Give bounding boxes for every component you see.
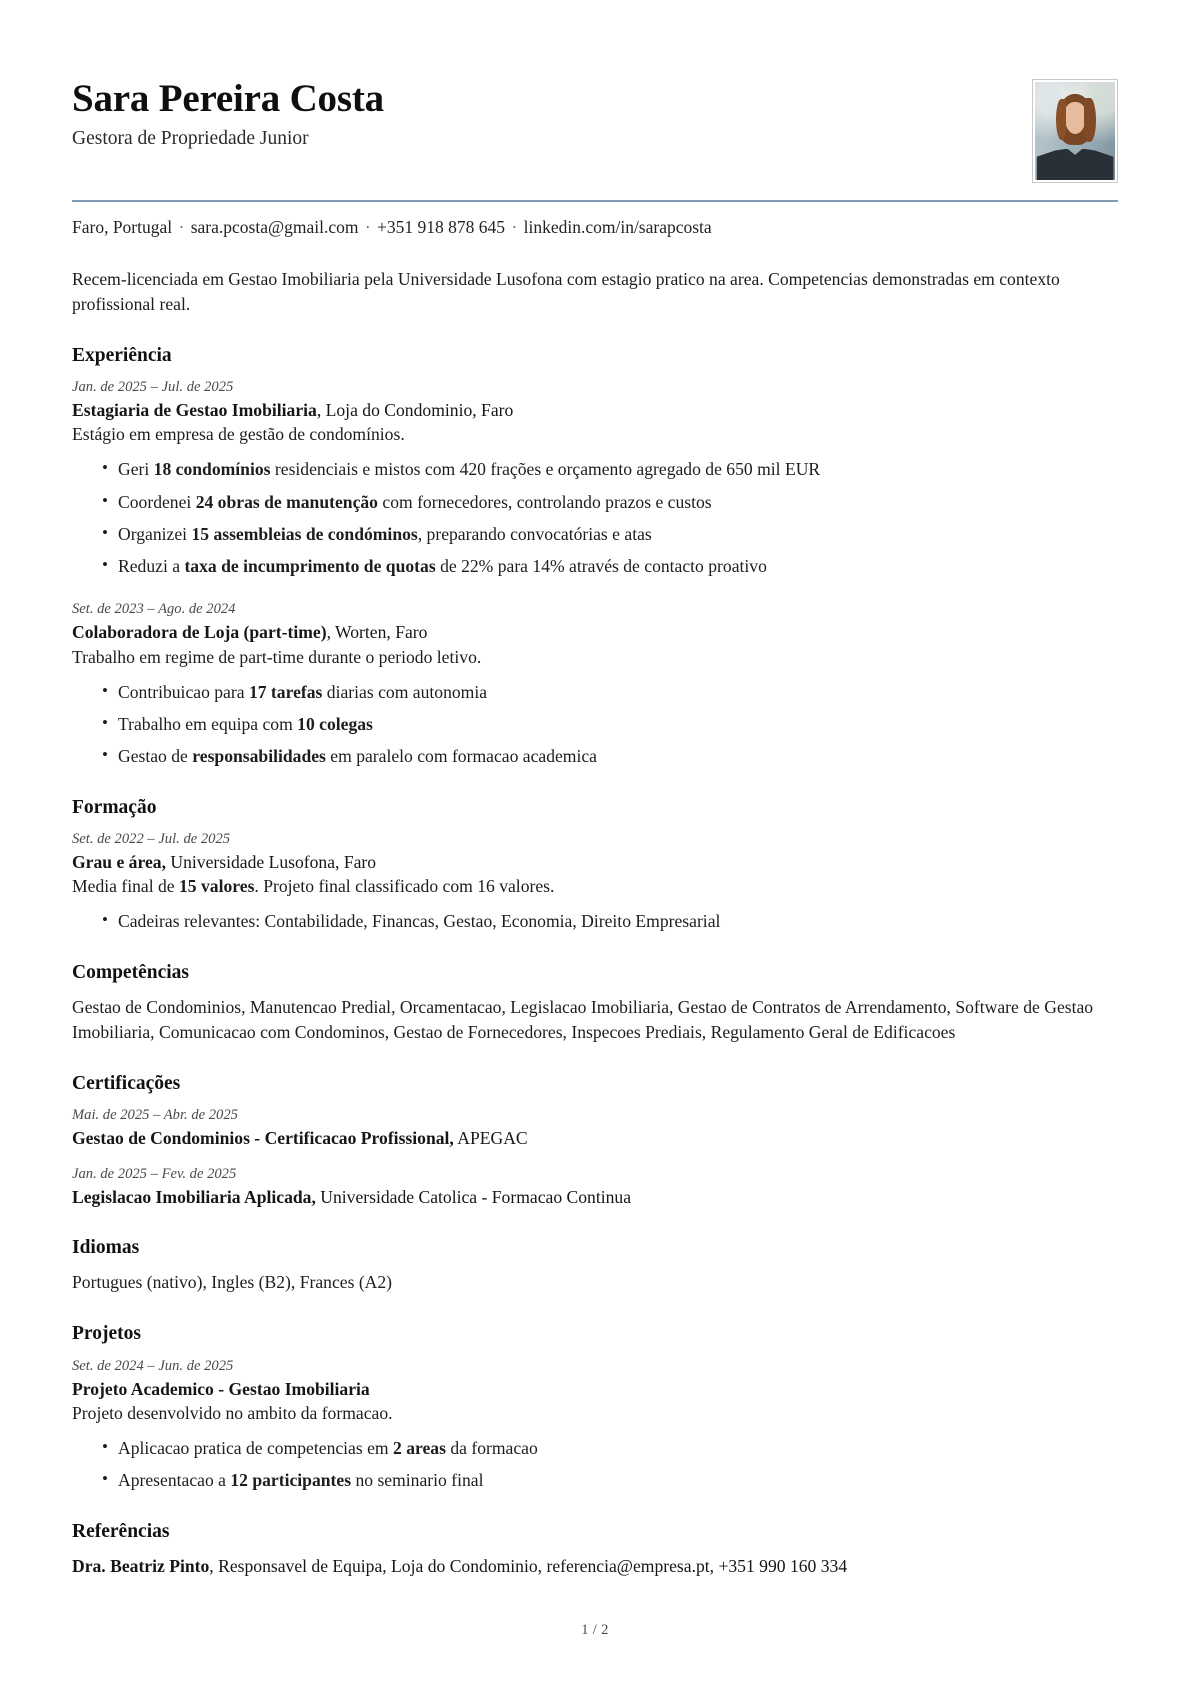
list-item: [102, 457, 1118, 481]
page-indicator: 1 / 2: [581, 1622, 609, 1638]
entry-role: Colaboradora de Loja (part-time): [72, 622, 327, 643]
bullet-post: em paralelo com formacao academica: [325, 746, 597, 767]
photo-hair-left: [1056, 99, 1066, 140]
job-headline: Gestora de Propriedade Junior: [72, 127, 309, 149]
header-divider: [72, 200, 1118, 202]
bullet-post: no seminario final: [351, 1470, 484, 1491]
experience-entry: [72, 600, 1118, 768]
entry-date: Mai. de 2025 – Abr. de 2025: [72, 1107, 238, 1124]
section-skills: [72, 962, 1118, 1045]
entry-description: Estágio em empresa de gestão de condomínios.: [72, 424, 405, 445]
list-item: [102, 1436, 1118, 1460]
desc-post: . Projeto final classificado com 16 valores.: [254, 876, 555, 897]
page-title: Sara Pereira Costa: [72, 77, 384, 120]
contact-email[interactable]: sara.pcosta@gmail.com: [190, 217, 359, 237]
contact-separator-2: ·: [364, 217, 371, 237]
reference-name: Dra. Beatriz Pinto: [72, 1556, 210, 1577]
entry-date: Jan. de 2025 – Fev. de 2025: [72, 1165, 237, 1182]
bullet-bold: 24 obras de manutenção: [195, 491, 378, 512]
experience-entry: [72, 378, 1118, 578]
certification-entry: [72, 1106, 1118, 1150]
bullet-bold: 2 areas: [393, 1438, 446, 1459]
entry-bullets: [72, 457, 1118, 578]
entry-description: Trabalho em regime de part-time durante o periodo letivo.: [72, 646, 482, 667]
bullet-post: residenciais e mistos com 420 frações e orçamento agregado de 650 mil EUR: [270, 459, 821, 480]
list-item: [102, 490, 1118, 514]
bullet-bold: 10 colegas: [297, 714, 373, 734]
desc-pre: Media final de: [72, 876, 179, 897]
entry-meta: Universidade Catolica - Formacao Continua: [315, 1186, 632, 1207]
section-title-languages: Idiomas: [72, 1237, 140, 1258]
bullet-pre: Cadeiras relevantes: Contabilidade, Financas, Gestao, Economia, Direito Empresarial: [118, 911, 721, 932]
summary-paragraph: Recem-licenciada em Gestao Imobiliaria pela Universidade Lusofona com estagio pratico na area. Competencias demonstradas em contexto profissional real.: [72, 268, 1060, 314]
portrait-photo: [1035, 82, 1115, 180]
contact-separator-1: ·: [178, 217, 185, 237]
header-text-block: [72, 77, 1032, 151]
section-certifications: [72, 1073, 1118, 1209]
certification-entry: [72, 1165, 1118, 1209]
section-projects: [72, 1323, 1118, 1492]
section-education: [72, 797, 1118, 934]
entry-meta: APEGAC: [453, 1128, 528, 1149]
avatar: [1032, 79, 1118, 183]
bullet-bold: 12 participantes: [230, 1470, 352, 1491]
entry-meta: , Worten, Faro: [326, 622, 428, 643]
bullet-post: da formacao: [445, 1438, 538, 1459]
bullet-pre: Aplicacao pratica de competencias em: [118, 1438, 394, 1459]
bullet-post: diarias com autonomia: [322, 681, 488, 702]
bullet-bold: responsabilidades: [192, 746, 326, 767]
entry-role: Estagiaria de Gestao Imobiliaria: [72, 400, 317, 421]
reference-details: , Responsavel de Equipa, Loja do Condominio, referencia@empresa.pt, +351 990 160 334: [209, 1556, 848, 1577]
skills-text: Gestao de Condominios, Manutencao Predial, Orcamentacao, Legislacao Imobiliaria, Gestao de Contratos de Arrendamento, Software de Gestao Imobiliaria, Comunicacao com Condominos, Gestao de Fornecedores, Inspecoes Prediais, Regulamento Geral de Edificacoes: [72, 996, 1094, 1042]
entry-role: Projeto Academico - Gestao Imobiliaria: [72, 1378, 370, 1399]
entry-heading: [72, 1186, 1118, 1209]
entry-date: Set. de 2022 – Jul. de 2025: [72, 830, 231, 847]
section-references: [72, 1521, 1118, 1579]
entry-heading: [72, 1378, 1118, 1401]
contact-phone[interactable]: +351 918 878 645: [377, 217, 506, 237]
section-title-certifications: Certificações: [72, 1072, 181, 1094]
desc-bold: 15 valores: [179, 876, 255, 897]
resume-header: [72, 77, 1118, 183]
entry-description: [72, 875, 1118, 899]
bullet-bold: taxa de incumprimento de quotas: [184, 556, 436, 577]
reference-entry: [72, 1554, 1118, 1579]
section-languages: [72, 1237, 1118, 1295]
list-item: [102, 744, 1118, 768]
contact-separator-3: ·: [511, 217, 518, 237]
entry-date: Set. de 2024 – Jun. de 2025: [72, 1357, 234, 1374]
section-experience: [72, 345, 1118, 769]
bullet-pre: Reduzi a: [118, 556, 185, 577]
entry-meta: , Loja do Condominio, Faro: [316, 400, 514, 421]
contact-line: [72, 216, 1118, 239]
entry-heading: [72, 1127, 1118, 1150]
bullet-pre: Gestao de: [118, 746, 193, 767]
bullet-bold: 15 assembleias de condóminos: [191, 523, 418, 544]
entry-meta: Universidade Lusofona, Faro: [165, 851, 377, 872]
entry-heading: [72, 621, 1118, 644]
bullet-pre: Coordenei: [118, 491, 196, 512]
bullet-bold: 17 tarefas: [248, 681, 323, 702]
education-entry: [72, 830, 1118, 934]
project-entry: [72, 1357, 1118, 1493]
bullet-pre: Trabalho em equipa com: [118, 714, 298, 734]
bullet-pre: Apresentacao a: [118, 1470, 231, 1491]
entry-bullets: [72, 909, 1118, 933]
bullet-post: de 22% para 14% através de contacto proativo: [435, 556, 767, 577]
bullet-pre: Organizei: [118, 523, 192, 544]
entry-role: Legislacao Imobiliaria Aplicada,: [72, 1186, 316, 1207]
entry-role: Gestao de Condominios - Certificacao Profissional,: [72, 1128, 454, 1149]
entry-bullets: [72, 1436, 1118, 1493]
section-title-skills: Competências: [72, 961, 189, 983]
contact-location: Faro, Portugal: [72, 217, 173, 237]
entry-heading: [72, 851, 1118, 874]
list-item: [102, 522, 1118, 546]
list-item: [102, 554, 1118, 578]
list-item: [102, 712, 1118, 736]
entry-heading: [72, 399, 1118, 422]
bullet-pre: Geri: [118, 459, 154, 480]
entry-role: Grau e área,: [72, 851, 166, 872]
bullet-post: com fornecedores, controlando prazos e custos: [377, 491, 712, 512]
entry-description: Projeto desenvolvido no ambito da formacao.: [72, 1403, 393, 1424]
section-title-education: Formação: [72, 796, 157, 818]
entry-bullets: [72, 680, 1118, 769]
section-title-projects: Projetos: [72, 1323, 141, 1345]
entry-date: Jan. de 2025 – Jul. de 2025: [72, 379, 234, 396]
list-item: [102, 1468, 1118, 1492]
list-item: [102, 680, 1118, 704]
list-item: [102, 909, 1118, 933]
bullet-pre: Contribuicao para: [118, 681, 249, 702]
section-title-references: Referências: [72, 1520, 170, 1542]
contact-linkedin[interactable]: linkedin.com/in/sarapcosta: [523, 217, 712, 237]
photo-hair-right: [1084, 98, 1096, 142]
bullet-bold: 18 condomínios: [153, 459, 271, 480]
bullet-post: , preparando convocatórias e atas: [417, 523, 652, 544]
entry-date: Set. de 2023 – Ago. de 2024: [72, 601, 236, 618]
languages-text: Portugues (nativo), Ingles (B2), Frances (A2): [72, 1272, 393, 1293]
section-title-experience: Experiência: [72, 344, 172, 366]
